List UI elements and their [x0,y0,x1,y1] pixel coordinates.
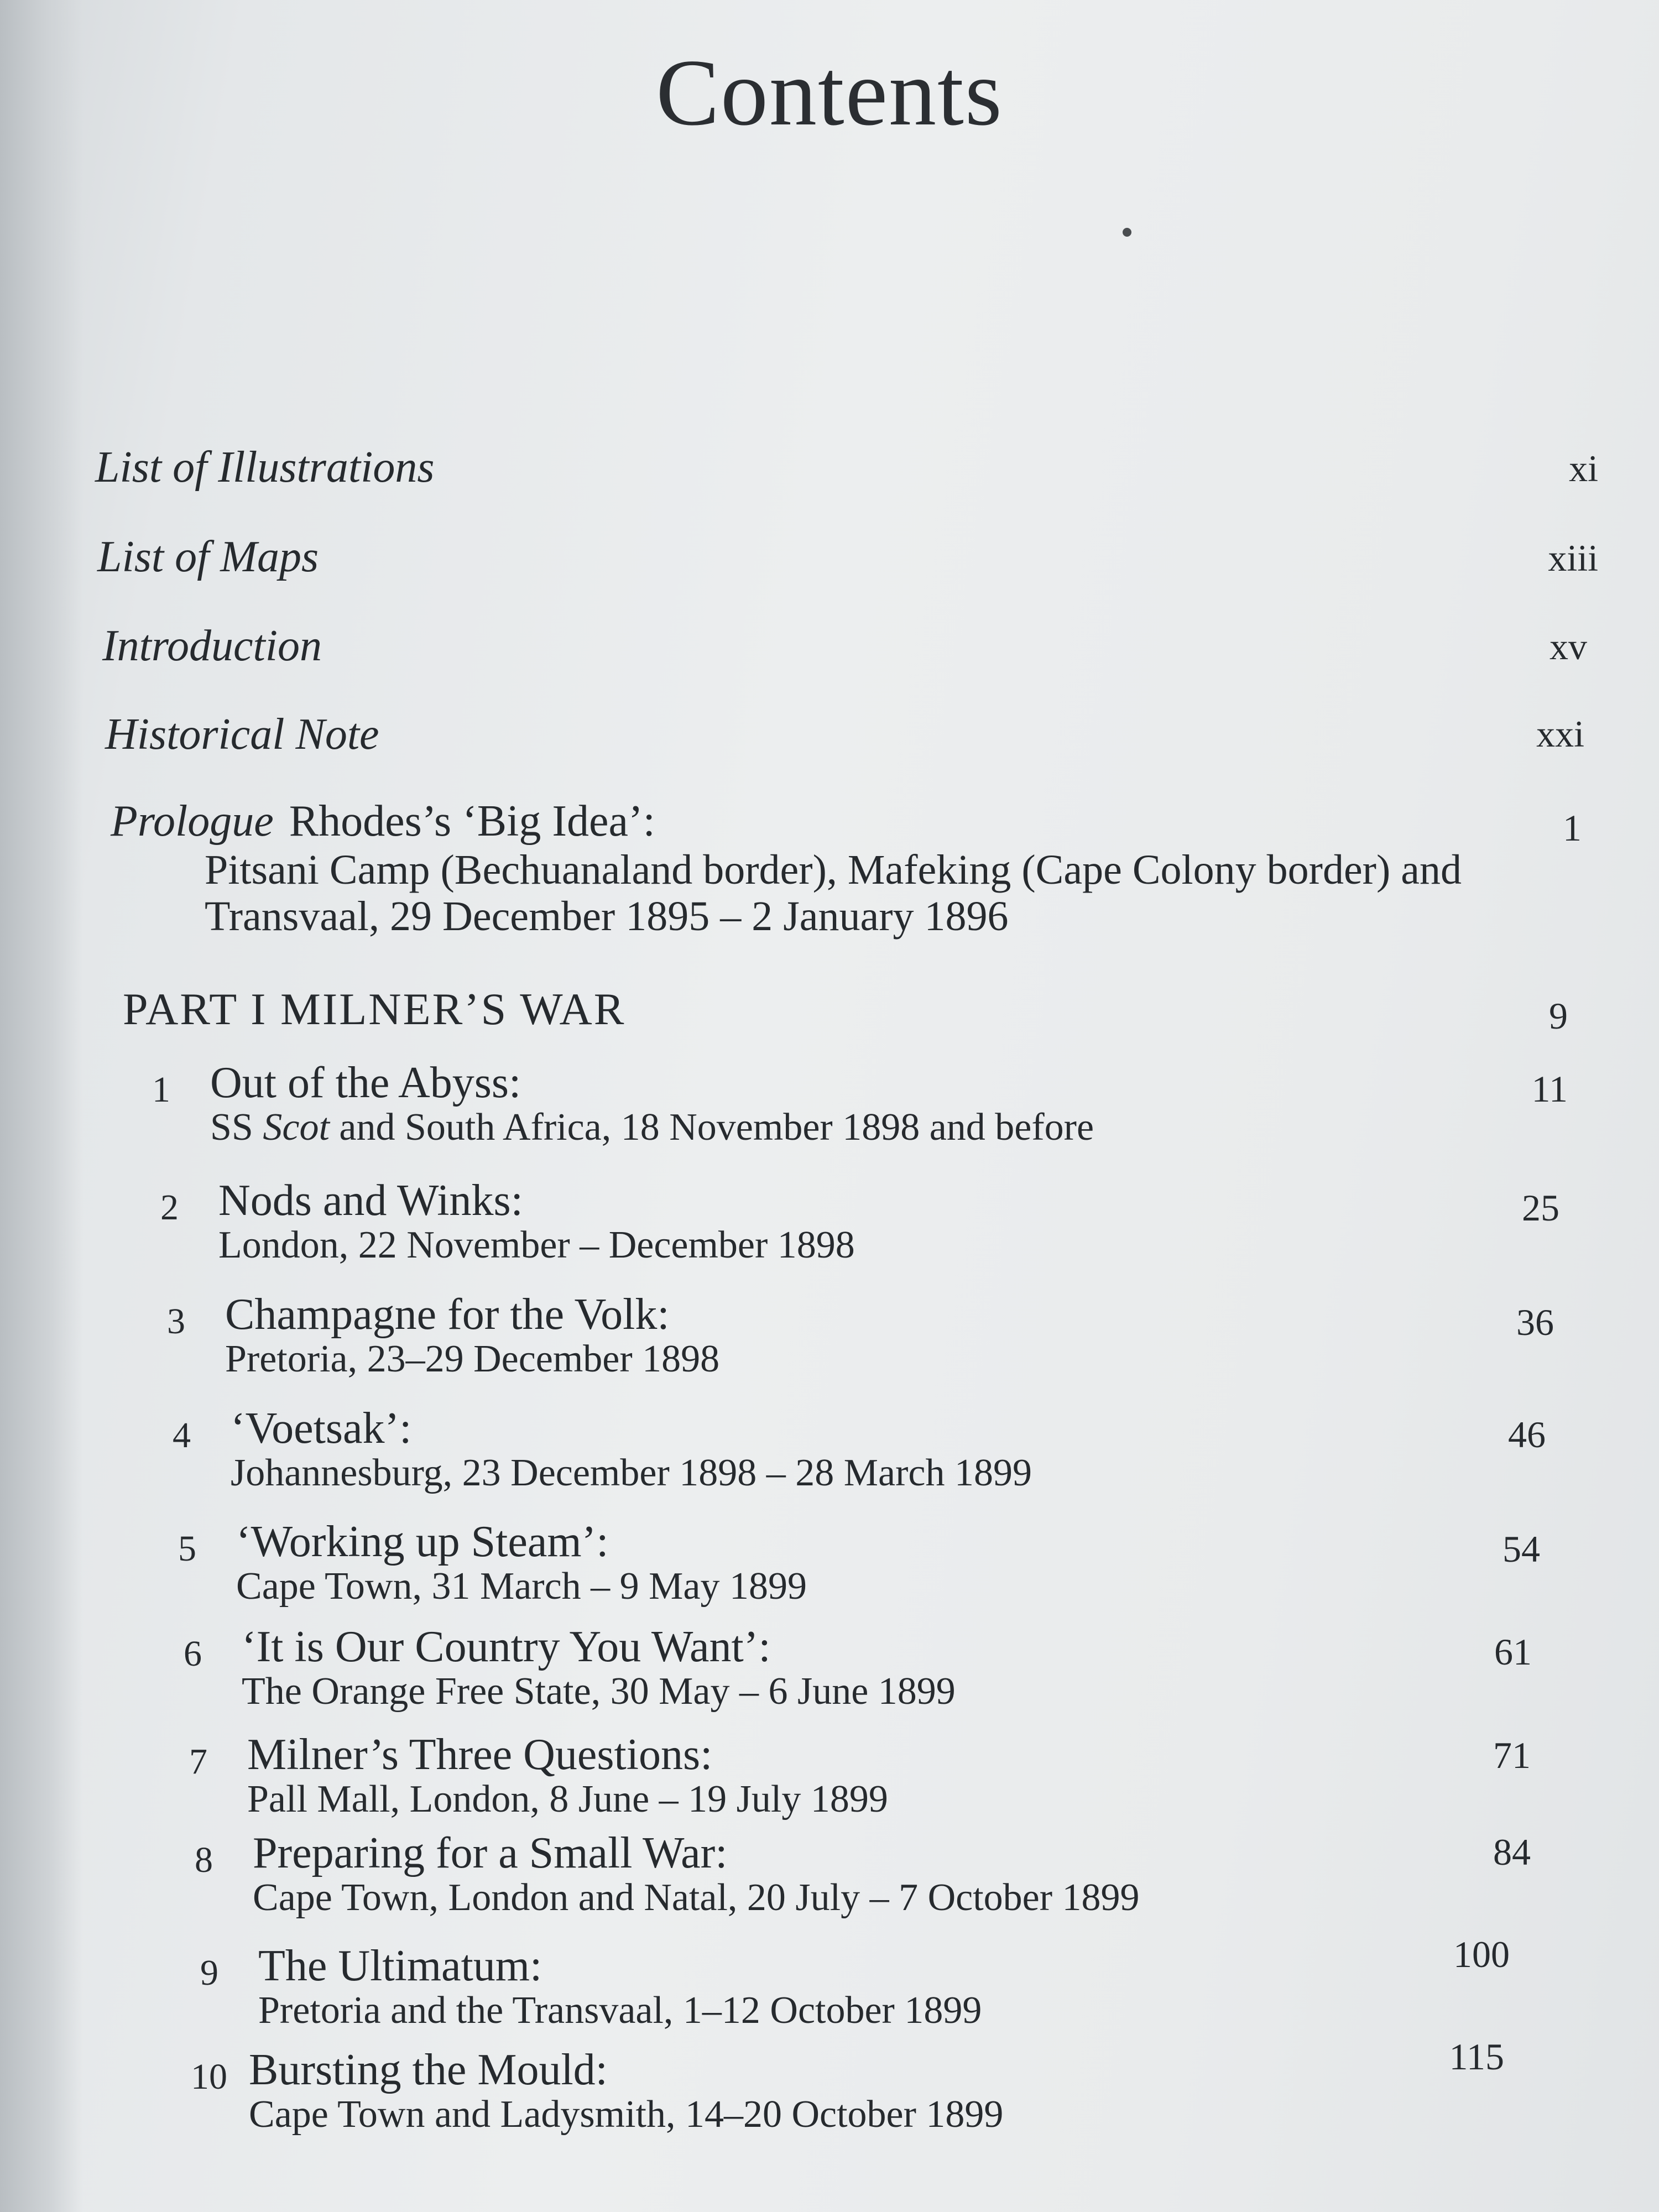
toc-entry-maps-page: xiii [1548,537,1598,579]
chapter-5 [178,1518,807,1608]
chapter-number: 9 [200,1953,218,1993]
chapter-number: 1 [152,1070,170,1110]
prologue-label: Prologue [111,797,274,846]
chapter-6-page: 61 [1494,1631,1532,1673]
chapter-title: The Ultimatum: [258,1942,542,1990]
chapter-2-page: 25 [1522,1187,1559,1229]
prologue-title: Rhodes’s ‘Big Idea’: [289,797,655,846]
chapter-title: ‘Working up Steam’: [236,1517,609,1566]
chapter-2 [160,1177,855,1266]
chapter-subtitle: The Orange Free State, 30 May – 6 June 1899 [242,1670,956,1713]
chapter-1 [152,1059,1094,1149]
chapter-9-page: 100 [1453,1933,1510,1975]
ornament-dot [1123,228,1131,237]
chapter-5-page: 54 [1503,1528,1540,1570]
chapter-4-page: 46 [1508,1413,1546,1455]
chapter-3-page: 36 [1516,1301,1554,1343]
chapter-10 [191,2046,1003,2136]
chapter-subtitle: Pretoria, 23–29 December 1898 [225,1338,720,1380]
toc-entry-illustrations-page: xi [1569,447,1598,489]
chapter-subtitle: SS Scot and South Africa, 18 November 1898 and before [210,1106,1094,1149]
chapter-title: Preparing for a Small War: [253,1829,728,1877]
chapter-subtitle: Cape Town and Ladysmith, 14–20 October 1899 [249,2093,1004,2136]
chapter-number: 2 [160,1187,179,1228]
toc-prologue [111,796,1493,940]
chapter-number: 8 [195,1840,213,1880]
chapter-title: Milner’s Three Questions: [247,1730,713,1779]
chapter-number: 7 [189,1741,207,1782]
page-title: Contents [656,40,1003,145]
chapter-subtitle: London, 22 November – December 1898 [218,1224,855,1266]
page-shadow [0,0,83,2212]
chapter-title: ‘It is Our Country You Want’: [242,1623,771,1671]
prologue-page: 1 [1563,807,1582,849]
chapter-title: Bursting the Mould: [249,2046,608,2094]
part-page: 9 [1549,995,1568,1037]
chapter-6 [184,1623,956,1713]
toc-entry-illustrations-label: List of Illustrations [95,443,435,492]
prologue-subtitle: Pitsani Camp (Bechuanaland border), Mafeking (Cape Colony border) and Transvaal, 29 December 1895 – 2 January 1896 [205,847,1462,940]
toc-entry-introduction-label: Introduction [102,622,322,670]
toc-entry-historical-note-label: Historical Note [105,710,379,759]
chapter-4 [173,1405,1032,1494]
chapter-subtitle: Cape Town, London and Natal, 20 July – 7 October 1899 [253,1876,1140,1919]
chapter-7-page: 71 [1493,1734,1531,1776]
chapter-8-page: 84 [1493,1831,1531,1873]
chapter-title: Out of the Abyss: [210,1058,521,1107]
chapter-9 [200,1942,982,2032]
chapter-subtitle: Cape Town, 31 March – 9 May 1899 [236,1565,807,1608]
chapter-number: 5 [178,1528,196,1569]
chapter-subtitle: Pall Mall, London, 8 June – 19 July 1899 [247,1778,888,1820]
chapter-3 [167,1291,719,1380]
chapter-number: 4 [173,1415,191,1455]
chapter-title: ‘Voetsak’: [231,1404,412,1453]
chapter-number: 6 [184,1634,202,1674]
chapter-subtitle: Pretoria and the Transvaal, 1–12 October 1899 [258,1989,982,2032]
toc-entry-introduction-page: xv [1550,625,1587,667]
toc-entry-maps-label: List of Maps [97,533,319,581]
chapter-number: 3 [167,1301,185,1342]
chapter-title: Champagne for the Volk: [225,1290,670,1339]
chapter-number: 10 [191,2057,227,2097]
chapter-8 [195,1829,1140,1919]
part-heading: PART I MILNER’S WAR [123,984,626,1034]
chapter-subtitle: Johannesburg, 23 December 1898 – 28 March 1899 [231,1452,1032,1494]
chapter-title: Nods and Winks: [218,1176,523,1225]
chapter-7 [189,1731,888,1820]
chapter-1-page: 11 [1531,1068,1568,1110]
toc-entry-historical-note-page: xxi [1536,713,1584,755]
chapter-10-page: 115 [1449,2036,1504,2078]
